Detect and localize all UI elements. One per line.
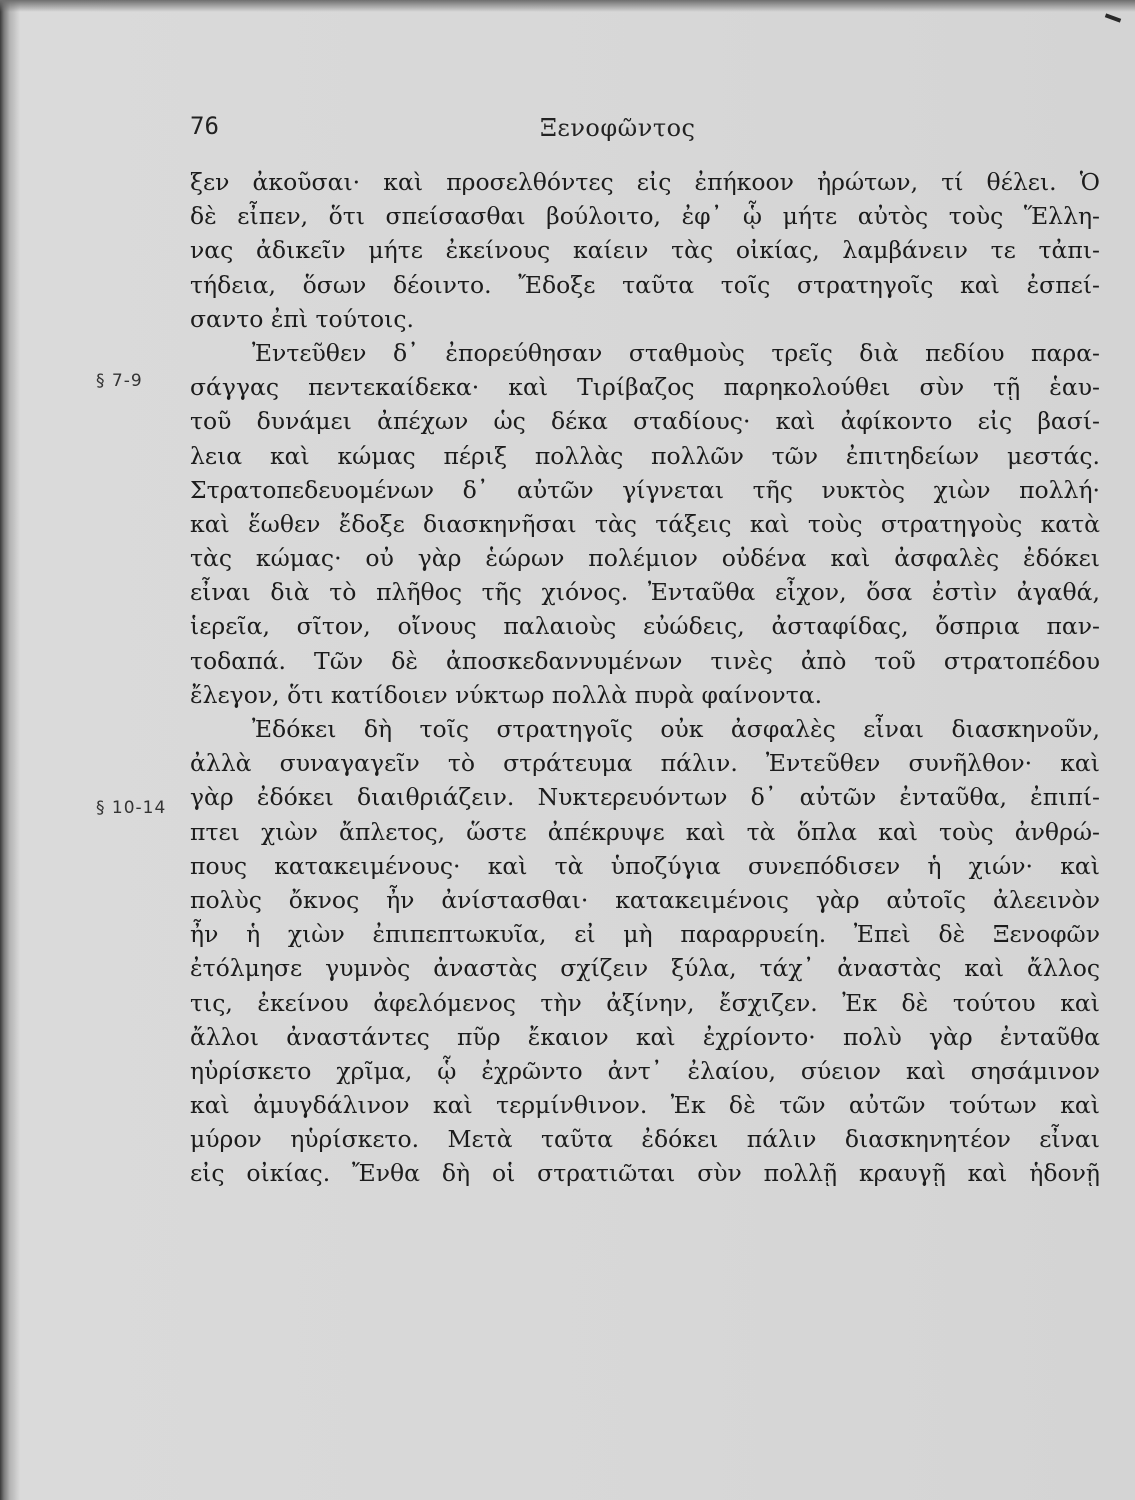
text-line: ξεν ἀκοῦσαι· καὶ προσελθόντες εἰς ἐπήκοον ἠρώτων, τί θέλει. Ὁ	[190, 168, 1100, 196]
text-line: νας ἀδικεῖν μήτε ἐκείνους καίειν τὰς οἰκίας, λαμβάνειν τε τἀπι-	[190, 236, 1100, 265]
text-line: τοδαπά. Τῶν δὲ ἀποσκεδαννυμένων τινὲς ἀπὸ τοῦ στρατοπέδου	[190, 646, 1100, 675]
text-line: λεια καὶ κώμας πέριξ πολλὰς πολλῶν τῶν ἐπιτηδείων μεστάς.	[190, 441, 1100, 470]
binding-edge	[0, 0, 20, 1500]
text-line: σάγγας πεντεκαίδεκα· καὶ Τιρίβαζος παρηκολούθει σὺν τῇ ἑαυ-	[190, 373, 1100, 402]
margin-note-section-10-14: § 10-14	[96, 798, 167, 818]
top-shadow	[0, 0, 1135, 12]
text-line: δὲ εἶπεν, ὅτι σπείσασθαι βούλοιτο, ἐφ᾽ ᾧ μήτε αὐτὸς τοὺς Ἕλλη-	[190, 202, 1100, 231]
text-line: τὰς κώμας· οὐ γὰρ ἑώρων πολέμιον οὐδένα καὶ ἀσφαλὲς ἐδόκει	[190, 544, 1100, 573]
text-line: Στρατοπεδευομένων δ᾽ αὐτῶν γίγνεται τῆς νυκτὸς χιὼν πολλή·	[190, 475, 1100, 504]
text-line: εἰς οἰκίας. Ἔνθα δὴ οἱ στρατιῶται σὺν πολλῇ κραυγῇ καὶ ἡδονῇ	[190, 1159, 1100, 1188]
text-line: ἄλλοι ἀναστάντες πῦρ ἔκαιον καὶ ἐχρίοντο· πολὺ γὰρ ἐνταῦθα	[190, 1022, 1100, 1051]
body-text	[190, 165, 1100, 1191]
page-number: 76	[190, 112, 219, 140]
text-line: μύρον ηὑρίσκετο. Μετὰ ταῦτα ἐδόκει πάλιν διασκηνητέον εἶναι	[190, 1125, 1100, 1154]
text-line: ηὑρίσκετο χρῖμα, ᾧ ἐχρῶντο ἀντ᾽ ἐλαίου, σύειον καὶ σησάμινον	[190, 1056, 1100, 1085]
text-line: Ἐδόκει δὴ τοῖς στρατηγοῖς οὐκ ἀσφαλὲς εἶναι διασκηνοῦν,	[252, 715, 1100, 743]
text-line: πους κατακειμένους· καὶ τὰ ὑποζύγια συνεπόδισεν ἡ χιών· καὶ	[190, 851, 1100, 880]
text-line: τις, ἐκείνου ἀφελόμενος τὴν ἀξίνην, ἔσχιζεν. Ἐκ δὲ τούτου καὶ	[190, 988, 1100, 1017]
text-line: καὶ ἀμυγδάλινον καὶ τερμίνθινον. Ἐκ δὲ τῶν αὐτῶν τούτων καὶ	[190, 1091, 1100, 1120]
page-header	[190, 112, 1100, 152]
text-line: καὶ ἕωθεν ἔδοξε διασκηνῆσαι τὰς τάξεις καὶ τοὺς στρατηγοὺς κατὰ	[190, 509, 1100, 538]
corner-mark	[1105, 13, 1121, 22]
text-line: ἀλλὰ συναγαγεῖν τὸ στράτευμα πάλιν. Ἐντεῦθεν συνῆλθον· καὶ	[190, 749, 1100, 778]
text-line: τοῦ δυνάμει ἀπέχων ὡς δέκα σταδίους· καὶ ἀφίκοντο εἰς βασί-	[190, 407, 1100, 436]
text-line: πολὺς ὄκνος ἦν ἀνίστασθαι· κατακειμένοις γὰρ αὐτοῖς ἀλεεινὸν	[190, 885, 1100, 914]
text-line: ἦν ἡ χιὼν ἐπιπεπτωκυῖα, εἰ μὴ παραρρυείη. Ἐπεὶ δὲ Ξενοφῶν	[190, 920, 1100, 949]
margin-note-section-7-9: § 7-9	[96, 371, 143, 391]
text-line: τήδεια, ὅσων δέοιντο. Ἔδοξε ταῦτα τοῖς στρατηγοῖς καὶ ἐσπεί-	[190, 270, 1100, 299]
text-line: ἐτόλμησε γυμνὸς ἀναστὰς σχίζειν ξύλα, τάχ᾽ ἀναστὰς καὶ ἄλλος	[190, 954, 1100, 983]
text-line: γὰρ ἐδόκει διαιθριάζειν. Νυκτερευόντων δ᾽ αὐτῶν ἐνταῦθα, ἐπιπί-	[190, 783, 1100, 812]
text-line: πτει χιὼν ἄπλετος, ὥστε ἀπέκρυψε καὶ τὰ ὅπλα καὶ τοὺς ἀνθρώ-	[190, 817, 1100, 846]
text-line: ἔλεγον, ὅτι κατίδοιεν νύκτωρ πολλὰ πυρὰ φαίνοντα.	[190, 680, 823, 709]
text-line: σαντο ἐπὶ τούτοις.	[190, 304, 414, 333]
running-head: Ξενοφῶντος	[540, 114, 696, 142]
text-line: εἶναι διὰ τὸ πλῆθος τῆς χιόνος. Ἐνταῦθα εἶχον, ὅσα ἐστὶν ἀγαθά,	[190, 578, 1100, 607]
text-line: ἱερεῖα, σῖτον, οἴνους παλαιοὺς εὐώδεις, ἀσταφίδας, ὄσπρια παν-	[190, 612, 1100, 641]
text-line: Ἐντεῦθεν δ᾽ ἐπορεύθησαν σταθμοὺς τρεῖς διὰ πεδίου παρα-	[252, 338, 1100, 367]
